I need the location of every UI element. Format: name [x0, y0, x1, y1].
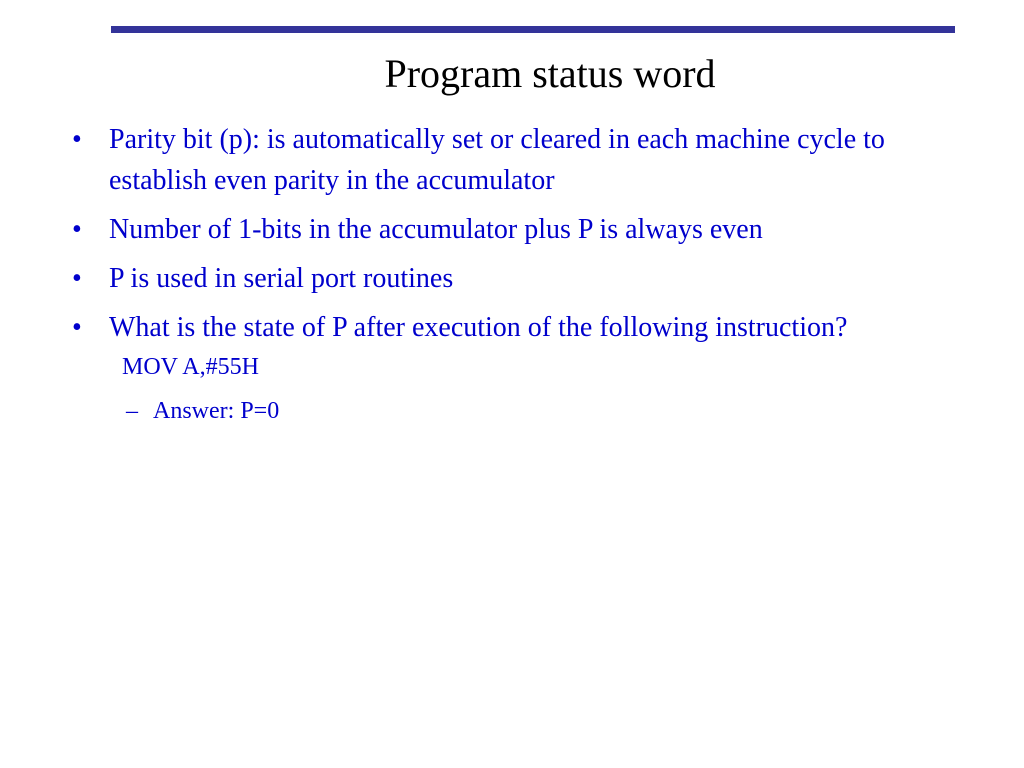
dash-icon: – [126, 398, 138, 424]
slide-title: Program status word [384, 51, 716, 96]
bullet-item [72, 307, 972, 348]
bullet-item [72, 209, 972, 250]
code-line: MOV A,#55H [122, 354, 259, 380]
title-underline-bar [111, 26, 955, 33]
answer-item [72, 394, 972, 428]
bullet-dot-icon: • [72, 214, 82, 245]
bullet-dot-icon: • [72, 312, 82, 343]
bullet-text: What is the state of P after execution of the following instruction? [109, 312, 848, 343]
bullet-text: Parity bit (p): is automatically set or cleared in each machine cycle to establish even parity in the accumulator [109, 124, 885, 196]
bullet-list [72, 119, 972, 428]
bullet-dot-icon: • [72, 124, 82, 155]
bullet-item [72, 119, 972, 201]
answer-text: Answer: P=0 [153, 398, 280, 424]
bullet-dot-icon: • [72, 263, 82, 294]
bullet-item [72, 258, 972, 299]
bullet-text: P is used in serial port routines [109, 263, 454, 294]
bullet-text: Number of 1-bits in the accumulator plus P is always even [109, 214, 763, 245]
